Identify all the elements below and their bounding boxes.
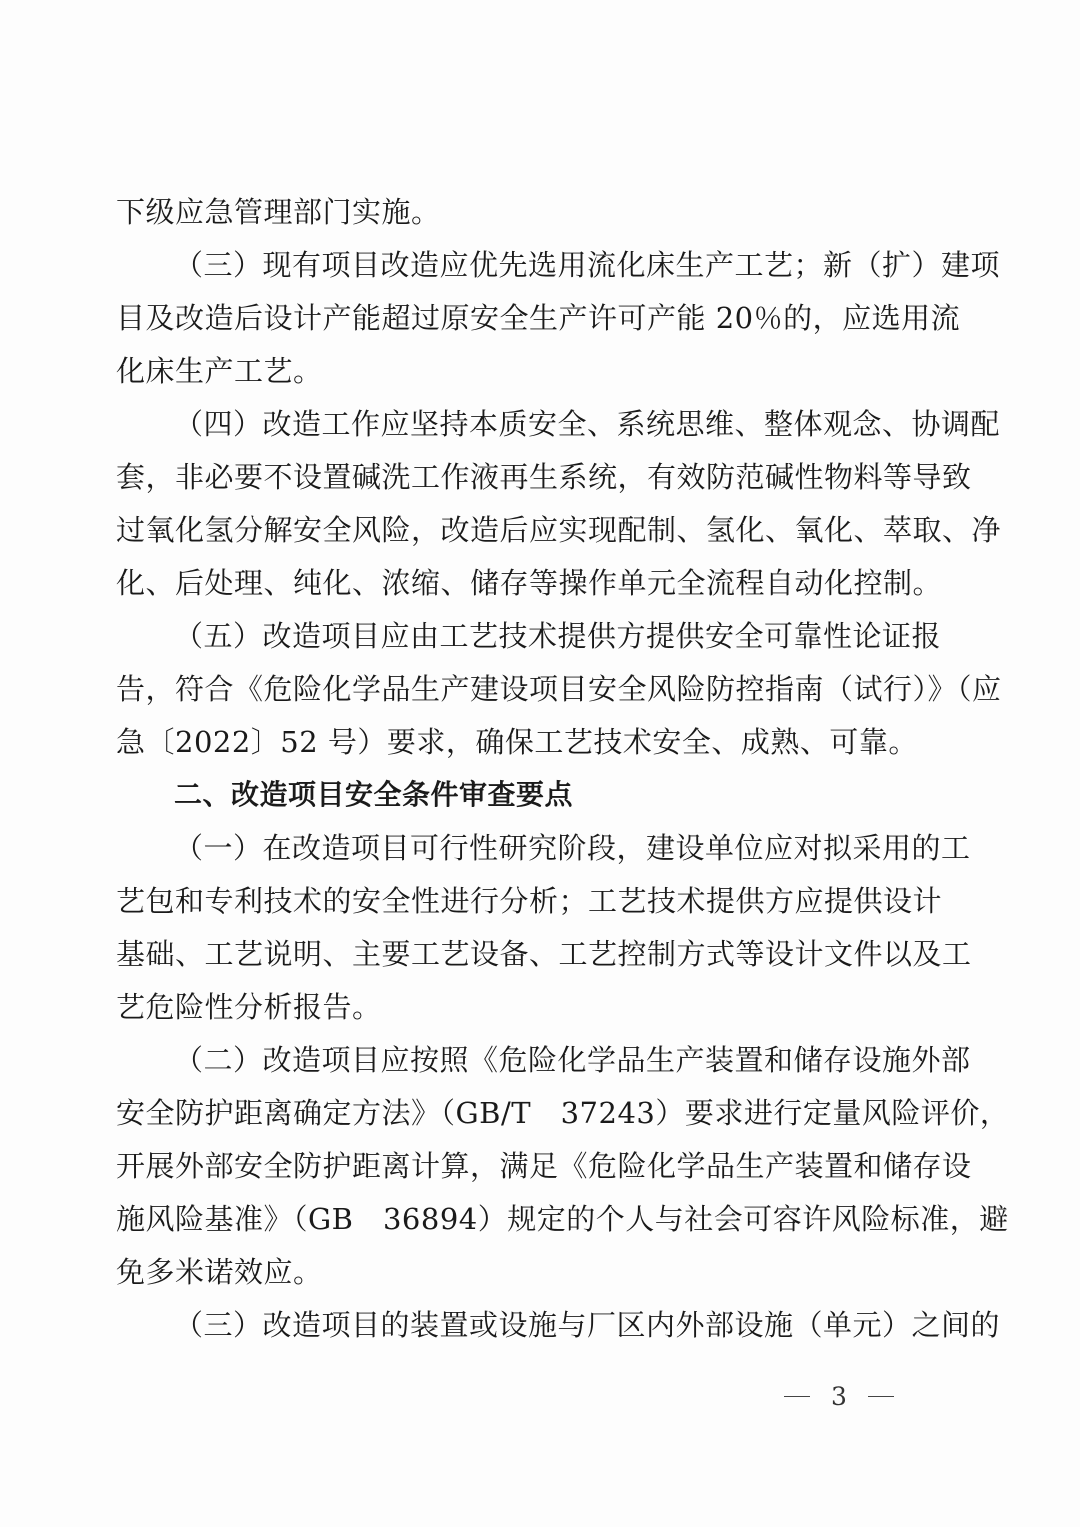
text-line: 告，符合《危险化学品生产建设项目安全风险防控指南（试行）》（应 (116, 672, 1002, 706)
text-line: 艺危险性分析报告。 (116, 990, 382, 1024)
text-line: 化床生产工艺。 (116, 354, 323, 388)
text-line: 开展外部安全防护距离计算，满足《危险化学品生产装置和储存设 (116, 1149, 972, 1183)
text-line: 免多米诺效应。 (116, 1255, 323, 1289)
text-line: 过氧化氢分解安全风险，改造后应实现配制、氢化、氧化、萃取、净 (116, 513, 1002, 547)
section-heading: 二、改造项目安全条件审查要点 (174, 778, 574, 811)
dash-right (868, 1396, 894, 1397)
text-line: 急〔2022〕52 号）要求，确保工艺技术安全、成熟、可靠。 (116, 725, 918, 759)
text-line: 目及改造后设计产能超过原安全生产许可产能 20％的，应选用流 (116, 301, 961, 335)
text-line: 化、后处理、纯化、浓缩、储存等操作单元全流程自动化控制。 (116, 566, 943, 600)
text-line: 安全防护距离确定方法》（GB/T 37243）要求进行定量风险评价， (116, 1096, 1010, 1130)
text-line: 施风险基准》（GB 36894）规定的个人与社会可容许风险标准，避 (116, 1202, 1009, 1236)
text-line: 基础、工艺说明、主要工艺设备、工艺控制方式等设计文件以及工 (116, 937, 972, 971)
text-line: （四）改造工作应坚持本质安全、系统思维、整体观念、协调配 (174, 407, 1001, 441)
text-line: （五）改造项目应由工艺技术提供方提供安全可靠性论证报 (174, 619, 942, 653)
dash-left (784, 1396, 810, 1397)
text-line: （二）改造项目应按照《危险化学品生产装置和储存设施外部 (174, 1043, 971, 1077)
text-line: （三）改造项目的装置或设施与厂区内外部设施（单元）之间的 (174, 1308, 1001, 1342)
page-number (784, 1381, 894, 1411)
page-number-value: 3 (831, 1381, 847, 1411)
text-line: （三）现有项目改造应优先选用流化床生产工艺；新（扩）建项 (174, 248, 1001, 282)
text-line: 套，非必要不设置碱洗工作液再生系统，有效防范碱性物料等导致 (116, 460, 972, 494)
text-line: （一）在改造项目可行性研究阶段，建设单位应对拟采用的工 (174, 831, 971, 865)
text-line: 艺包和专利技术的安全性进行分析；工艺技术提供方应提供设计 (116, 884, 943, 918)
text-line: 下级应急管理部门实施。 (116, 195, 441, 229)
